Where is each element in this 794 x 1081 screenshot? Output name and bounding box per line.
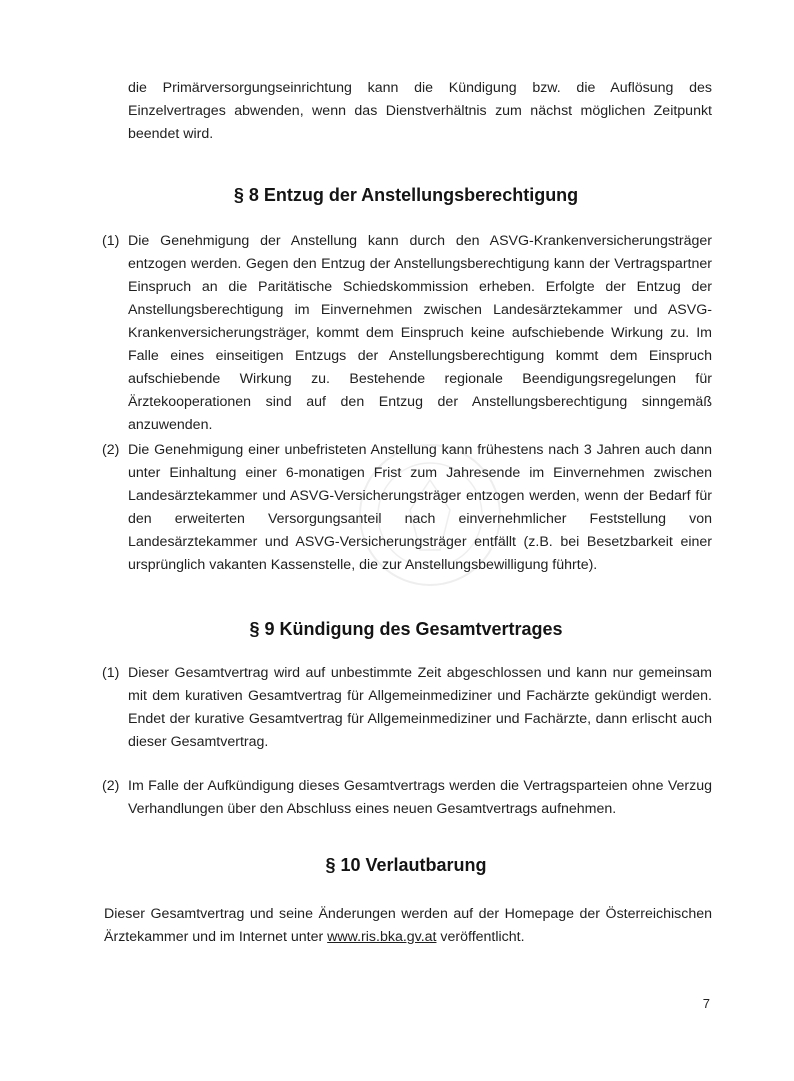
paragraph-text: Dieser Gesamtvertrag wird auf unbestimmte Zeit abgeschlossen und kann nur gemeinsam mit dem kurativen Gesamtvertrag für Allgemeinmediziner und Fachärzte gekündigt werden. Endet der kurative Gesamtvertrag für Allgemeinmediziner und Fachärzte, dann erlischt auch dieser Gesamtvertrag. — [128, 665, 712, 750]
paragraph-text-start: Dieser Gesamtvertrag und seine Änderungen werden auf der Homepage der Österreichischen Ärztekammer und im Internet unter — [104, 906, 712, 945]
paragraph-text: Im Falle der Aufkündigung dieses Gesamtvertrags werden die Vertragsparteien ohne Verzug Verhandlungen über den Abschluss eines neuen Gesamtvertrags aufnehmen. — [128, 778, 712, 817]
section-10-heading: § 10 Verlautbarung — [325, 855, 487, 875]
section-9-paragraph-2 — [102, 775, 712, 821]
paragraph-number: (2) — [102, 442, 120, 458]
paragraph-text: Die Genehmigung der Anstellung kann durch den ASVG-Krankenversicherungsträger entzogen werden. Gegen den Entzug der Anstellungsberechtigung kann der Vertragspartner Einspruch an die Paritätische Schiedskommission erheben. Erfolgte der Entzug der Anstellungsberechtigung im Einvernehmen zwischen Landesärztekammer und ASVG-Krankenversicherungsträger, kommt dem Einspruch keine aufschiebende Wirkung zu. Im Falle eines einseitigen Entzugs der Anstellungsberechtigung kommt dem Einspruch aufschiebende Wirkung zu. Bestehende regionale Beendigungsregelungen für Ärztekooperationen sind auf den Entzug der Anstellungsberechtigung sinngemäß anzuwenden. — [128, 233, 712, 433]
paragraph-text-end: veröffentlicht. — [436, 929, 525, 945]
page-number: 7 — [702, 996, 710, 1011]
paragraph-number: (2) — [102, 778, 120, 794]
paragraph-number: (1) — [102, 233, 120, 249]
section-8-paragraph-1 — [102, 230, 712, 437]
section-9-paragraph-1 — [102, 662, 712, 754]
paragraph-number: (1) — [102, 665, 120, 681]
section-8-paragraph-2 — [102, 439, 712, 577]
section-10-paragraph — [104, 903, 712, 949]
paragraph-text: Die Genehmigung einer unbefristeten Anstellung kann frühestens nach 3 Jahren auch dann unter Einhaltung einer 6-monatigen Frist zum Jahresende im Einvernehmen zwischen Landesärztekammer und ASVG-Versicherungsträger entzogen werden, wenn der Bedarf für den erweiterten Versorgungsanteil nach einvernehmlicher Feststellung von Landesärztekammer und ASVG-Versicherungsträger entfällt (z.B. bei Besetzbarkeit einer ursprünglich vakanten Kassenstelle, die zur Anstellungsbewilligung führte). — [128, 442, 712, 573]
section-8-heading: § 8 Entzug der Anstellungsberechtigung — [233, 185, 579, 205]
intro-paragraph: die Primärversorgungseinrichtung kann die Kündigung bzw. die Auflösung des Einzelvertrages abwenden, wenn das Dienstverhältnis zum nächst möglichen Zeitpunkt beendet wird. — [128, 80, 712, 142]
ris-link[interactable]: www.ris.bka.gv.at — [327, 929, 437, 945]
section-9-heading: § 9 Kündigung des Gesamtvertrages — [249, 619, 563, 639]
